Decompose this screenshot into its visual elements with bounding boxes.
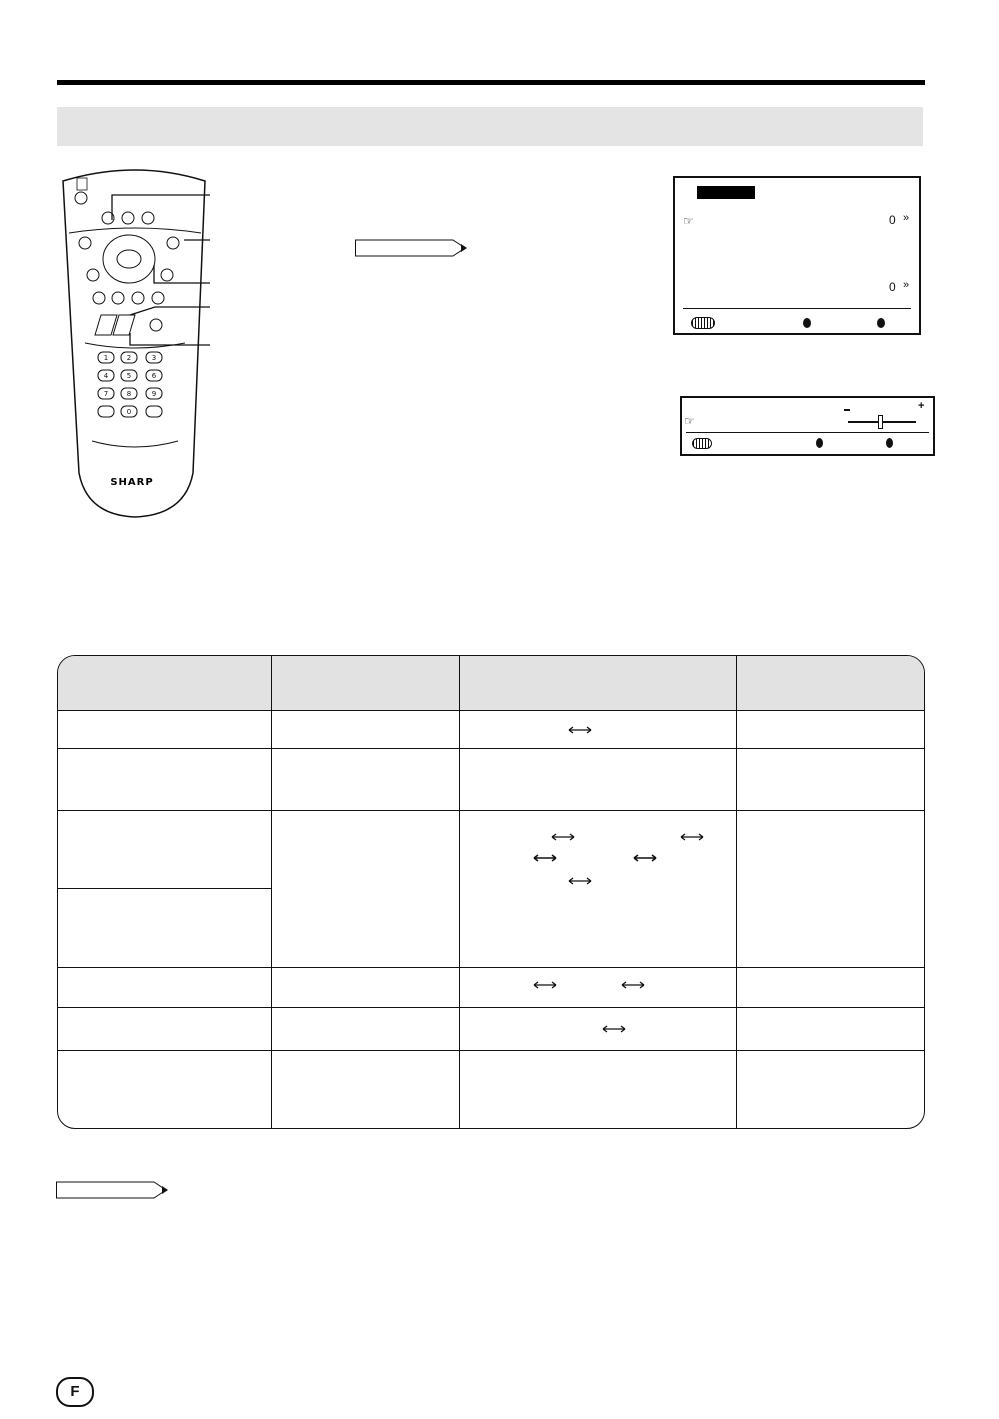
table-header-row	[58, 656, 924, 711]
svg-text:7: 7	[103, 390, 109, 398]
bar-divider	[686, 432, 929, 433]
double-arrow-icon	[532, 980, 558, 990]
chevron-right-icon: »	[903, 279, 910, 291]
double-arrow-icon	[567, 876, 593, 886]
menu-title-highlight	[697, 186, 755, 199]
button-dot-icon	[803, 318, 811, 328]
svg-text:5: 5	[126, 372, 132, 380]
double-arrow-icon	[601, 1024, 627, 1034]
slider-thumb	[878, 415, 883, 429]
chevron-right-icon: »	[903, 212, 910, 224]
row-divider	[58, 1007, 924, 1008]
row-divider	[58, 748, 924, 749]
section-title-band	[57, 107, 923, 146]
double-arrow-icon	[632, 853, 658, 863]
double-arrow-icon	[550, 832, 576, 842]
minus-icon	[844, 409, 850, 411]
top-rule	[57, 80, 925, 85]
button-dot-icon	[877, 318, 885, 328]
adjustment-bar-screen	[680, 396, 935, 456]
svg-text:4: 4	[103, 372, 109, 380]
svg-text:1: 1	[103, 354, 109, 362]
row-divider	[58, 1050, 924, 1051]
row-divider	[58, 888, 272, 889]
row-divider	[58, 810, 924, 811]
row-divider	[58, 967, 924, 968]
remote-pad-icon	[692, 438, 712, 449]
svg-text:8: 8	[126, 390, 132, 398]
column-divider	[736, 656, 737, 1128]
double-arrow-icon	[620, 980, 646, 990]
menu-row1-value: 0	[889, 213, 896, 227]
remote-pad-icon	[691, 317, 715, 329]
callout-lines	[100, 185, 215, 350]
column-divider	[271, 656, 272, 1128]
svg-text:0: 0	[126, 408, 132, 416]
hand-pointer-icon: ☞	[684, 414, 695, 428]
svg-text:2: 2	[126, 354, 132, 362]
svg-text:6: 6	[151, 372, 157, 380]
double-arrow-icon	[532, 853, 558, 863]
language-badge: F	[56, 1377, 94, 1407]
menu-row2-value: 0	[889, 280, 896, 294]
double-arrow-icon	[679, 832, 705, 842]
column-divider	[459, 656, 460, 1128]
svg-text:SHARP: SHARP	[110, 477, 154, 488]
hand-pointer-icon: ☞	[683, 214, 694, 228]
plus-icon: +	[918, 400, 925, 412]
note-flag	[56, 1180, 171, 1200]
menu-screen	[673, 176, 921, 335]
note-flag	[355, 238, 470, 258]
svg-text:9: 9	[151, 390, 157, 398]
button-dot-icon	[816, 438, 823, 448]
svg-text:3: 3	[151, 354, 157, 362]
button-dot-icon	[886, 438, 893, 448]
double-arrow-icon	[567, 725, 593, 735]
menu-divider	[683, 308, 911, 309]
settings-table	[57, 655, 925, 1129]
